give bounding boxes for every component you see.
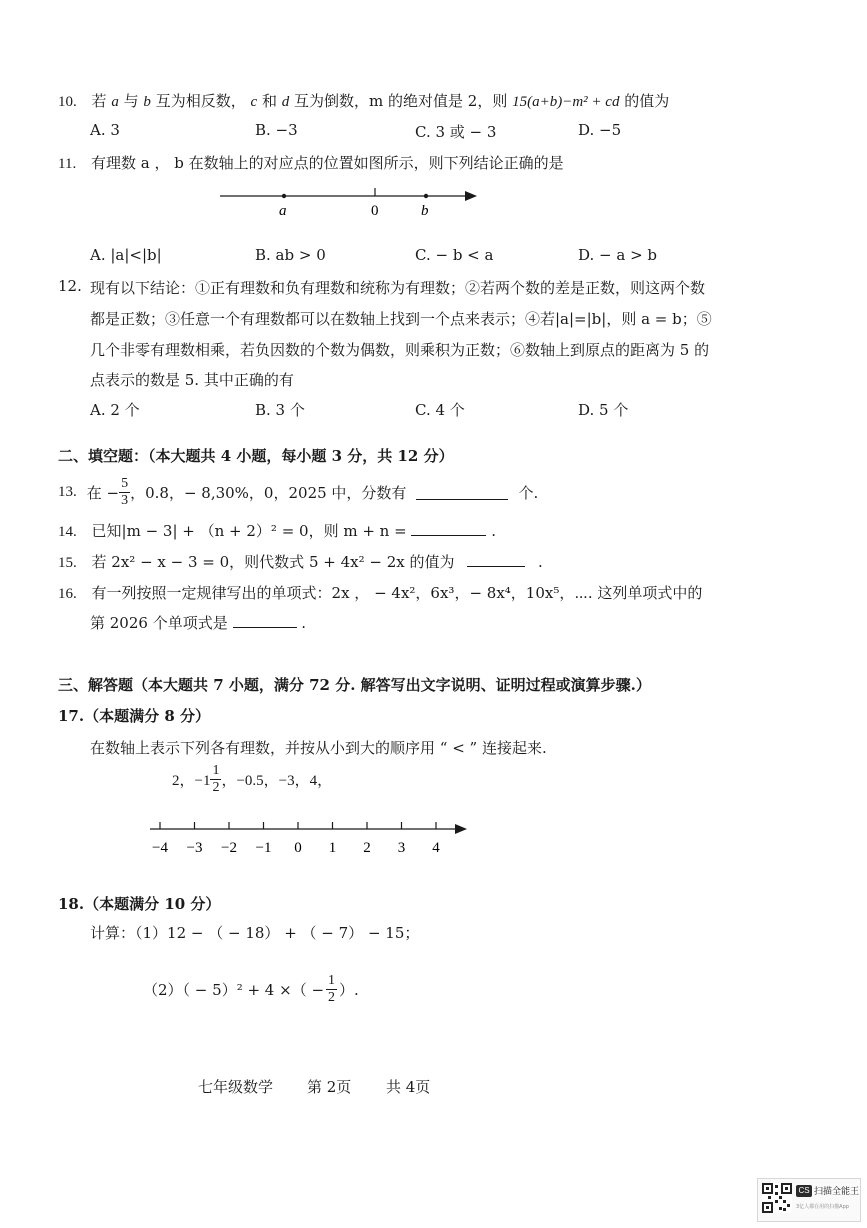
scanner-subtitle: 3亿人都在用的扫描App <box>796 1204 849 1210</box>
tick-label: 0 <box>294 840 302 856</box>
q15-answer-blank[interactable] <box>467 552 525 567</box>
var-d: d <box>281 94 290 110</box>
q12-line-1: 现有以下结论：①正有理数和负有理数和统称为有理数；②若两个数的差是正数，则这两个数 <box>90 279 706 297</box>
q13-answer-blank[interactable] <box>416 485 508 500</box>
q11-option-a: A. |a|<|b| <box>90 246 162 264</box>
q18-part-1: 计算：（1）12 − （ − 18） + （ − 7） − 15； <box>90 924 420 942</box>
question-number: 15. <box>58 555 77 571</box>
tick-group <box>152 822 440 856</box>
q12-option-c: C. 4 个 <box>415 401 465 419</box>
q10-text: 的值为 <box>624 92 670 110</box>
tick-label: −4 <box>152 840 168 856</box>
denominator: 3 <box>121 492 129 508</box>
q12-option-a: A. 2 个 <box>90 401 140 419</box>
q10-option-b: B. −3 <box>255 121 298 139</box>
q18-heading: 18.（本题满分 10 分） <box>58 895 221 913</box>
q16-line-1 <box>58 582 702 603</box>
numerator: 5 <box>121 475 129 491</box>
q17-text: 在数轴上表示下列各有理数，并按从小到大的顺序用 “ < ” 连接起来. <box>90 739 547 757</box>
fraction-5-3 <box>119 477 130 508</box>
fraction-1-2 <box>210 764 221 795</box>
footer-page: 第 2页 <box>307 1078 352 1096</box>
q17-nums: ，−0.5，−3，4， <box>221 772 333 789</box>
q12-line-3: 几个非零有理数相乘，若负因数的个数为偶数，则乘积为正数；⑥数轴上到原点的距离为 5 的 <box>90 341 710 359</box>
tick-label: 2 <box>363 840 371 856</box>
var-a: a <box>111 94 119 110</box>
q10-text: 和 <box>261 92 277 110</box>
q14-text: 已知|m − 3| + （n + 2）² = 0，则 m + n = <box>91 522 407 540</box>
q11-option-c: C. − b < a <box>415 246 494 264</box>
q12-option-b: B. 3 个 <box>255 401 305 419</box>
question-number: 16. <box>58 586 77 602</box>
tick-label: 1 <box>328 840 337 856</box>
footer-subject: 七年级数学 <box>198 1078 274 1096</box>
question-number: 13. <box>58 483 77 500</box>
q18-text: ）. <box>339 980 359 999</box>
q12-option-d: D. 5 个 <box>578 401 629 419</box>
q10-option-d: D. −5 <box>578 121 622 139</box>
numerator: 1 <box>212 762 220 778</box>
fraction-1-2 <box>326 974 337 1005</box>
q16-text: . <box>301 614 307 632</box>
tick-label: −2 <box>221 840 237 856</box>
numerator: 1 <box>328 972 336 988</box>
q10-expression: 15(a+b)−m² + cd <box>512 94 620 110</box>
section-3-title: 三、解答题（本大题共 7 小题，满分 72 分. 解答写出文字说明、证明过程或演算步骤.） <box>58 676 651 694</box>
question-number: 11. <box>58 156 77 172</box>
q12-line-4: 点表示的数是 5. 其中正确的有 <box>90 371 294 389</box>
label-b: b <box>421 203 429 219</box>
q11-option-d: D. − a > b <box>578 246 658 264</box>
axis-arrow <box>465 191 477 201</box>
denominator: 2 <box>212 779 220 795</box>
point-b <box>424 194 428 198</box>
q16-answer-blank[interactable] <box>233 613 297 628</box>
q16-line-2 <box>90 612 306 633</box>
q17-heading: 17.（本题满分 8 分） <box>58 707 210 725</box>
footer-total: 共 4页 <box>386 1078 431 1096</box>
q14-text: . <box>491 522 497 540</box>
q13-line <box>58 472 538 512</box>
q16-text: 第 2026 个单项式是 <box>90 614 228 632</box>
scanner-logo: CS <box>796 1185 812 1197</box>
q17-number-line[interactable] <box>145 815 475 860</box>
tick-label: −1 <box>255 840 272 856</box>
var-c: c <box>250 94 258 110</box>
q11-line <box>58 152 564 173</box>
label-a: a <box>279 203 287 219</box>
question-number: 10. <box>58 94 77 110</box>
section-2-title: 二、填空题：（本大题共 4 小题，每小题 3 分，共 12 分） <box>58 447 454 465</box>
tick-label: 3 <box>397 840 406 856</box>
q10-text: 与 <box>123 92 139 110</box>
q14-answer-blank[interactable] <box>411 521 486 536</box>
q10-line <box>58 90 669 111</box>
q14-line <box>58 520 496 541</box>
point-a <box>282 194 286 198</box>
q15-line <box>58 551 543 572</box>
q16-text: 有一列按照一定规律写出的单项式：2x ， − 4x²，6x³，− 8x⁴，10x⁵，⋯. 这列单项式中的 <box>91 584 703 602</box>
q15-text: 若 2x² − x − 3 = 0，则代数式 5 + 4x² − 2x 的值为 <box>91 553 455 571</box>
question-number: 14. <box>58 524 77 540</box>
q10-option-c: C. 3 或 − 3 <box>415 123 497 141</box>
q13-text: 在 − <box>86 483 120 502</box>
scanner-brand: 扫描全能王 <box>814 1187 860 1197</box>
q11-text: 有理数 a ， b 在数轴上的对应点的位置如图所示，则下列结论正确的是 <box>90 154 564 172</box>
q18-text: （2）（ − 5）² + 4 ×（ − <box>143 980 325 999</box>
scanner-stamp <box>757 1178 861 1222</box>
q10-text: 若 <box>91 92 107 110</box>
q18-part-2 <box>143 968 359 1010</box>
var-b: b <box>143 94 151 110</box>
q11-option-b: B. ab > 0 <box>255 246 326 264</box>
q17-numbers <box>172 758 332 800</box>
question-number: 12. <box>58 277 82 295</box>
tick-label: 4 <box>432 840 440 856</box>
q11-number-line <box>215 182 485 224</box>
q15-text: . <box>538 553 543 571</box>
q10-text: 互为倒数，m 的绝对值是 2，则 <box>294 92 508 110</box>
q12-line-2: 都是正数；③任意一个有理数都可以在数轴上找到一个点来表示；④若|a|=|b|，则 a = b；⑤ <box>90 310 712 328</box>
qr-code-icon <box>762 1183 792 1213</box>
q13-text: ，0.8，− 8,30%，0，2025 中，分数有 <box>130 483 407 502</box>
tick-label: −3 <box>186 840 203 856</box>
axis-arrow <box>455 824 467 834</box>
q10-text: 互为相反数， <box>155 92 246 110</box>
q17-nums: 2，−1 <box>172 772 211 789</box>
q10-option-a: A. 3 <box>90 121 120 139</box>
label-zero: 0 <box>371 203 379 219</box>
q13-text: 个. <box>518 483 539 502</box>
denominator: 2 <box>328 989 336 1005</box>
